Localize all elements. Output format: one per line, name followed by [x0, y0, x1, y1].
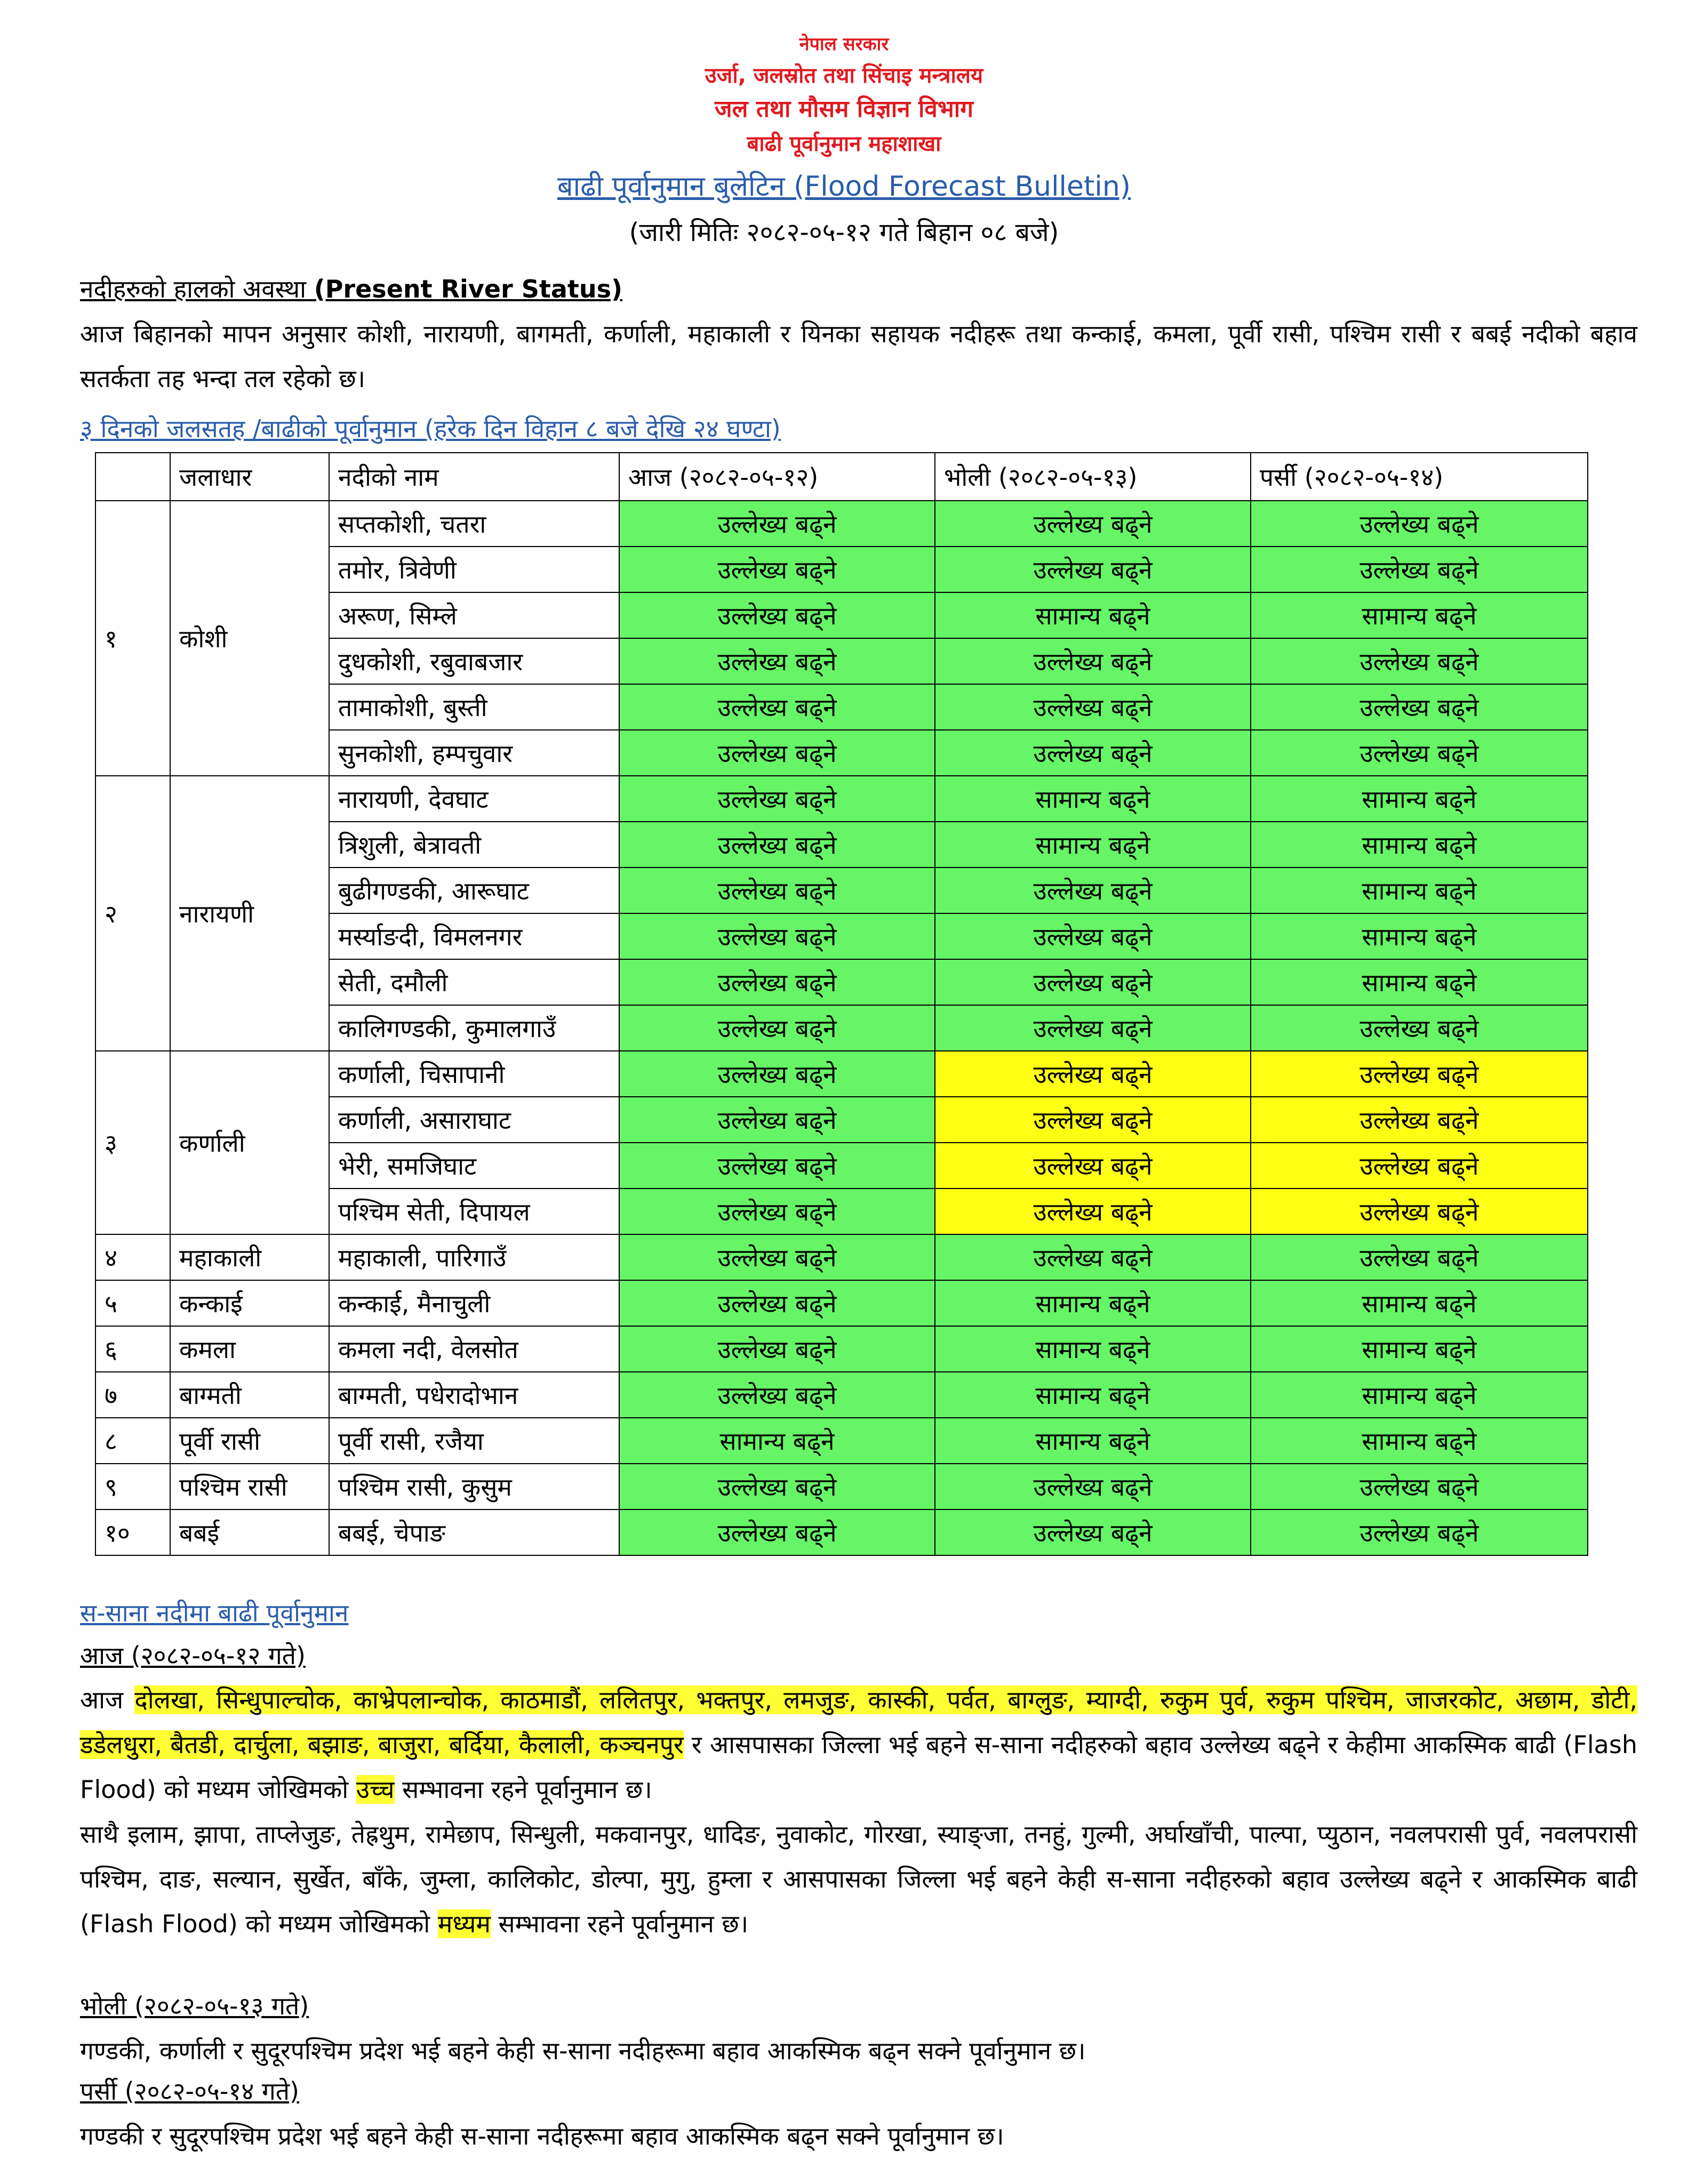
river-station: महाकाली, पारिगाउँ	[329, 1234, 619, 1280]
forecast-tomorrow: उल्लेख्य बढ्ने	[935, 1143, 1251, 1189]
river-station: कन्काई, मैनाचुली	[329, 1280, 619, 1326]
forecast-dayafter: सामान्य बढ्ने	[1251, 1418, 1588, 1464]
table-row	[95, 1326, 1588, 1372]
basin-number: २	[95, 776, 170, 1051]
river-station: नारायणी, देवघाट	[329, 776, 619, 822]
river-station: भेरी, समजिघाट	[329, 1143, 619, 1189]
dayafter-heading: पर्सी (२०८२-०५-१४ गते)	[80, 2077, 299, 2106]
forecast-today: उल्लेख्य बढ्ने	[619, 1234, 935, 1280]
table-row	[95, 1280, 1588, 1326]
forecast-tomorrow: सामान्य बढ्ने	[935, 1280, 1251, 1326]
river-station: कालिगण्डकी, कुमालगाउँ	[329, 1005, 619, 1051]
forecast-dayafter: सामान्य बढ्ने	[1251, 592, 1588, 638]
forecast-table-heading: ३ दिनको जलसतह /बाढीको पूर्वानुमान (हरेक दिन विहान ८ बजे देखि २४ घण्टा)	[80, 414, 781, 443]
forecast-dayafter: सामान्य बढ्ने	[1251, 1280, 1588, 1326]
ministry-name: उर्जा, जलस्रोत तथा सिंचाइ मन्त्रालय	[705, 63, 983, 88]
forecast-tomorrow: सामान्य बढ्ने	[935, 1372, 1251, 1418]
river-station: बाग्मती, पधेरादोभान	[329, 1372, 619, 1418]
forecast-tomorrow: उल्लेख्य बढ्ने	[935, 1051, 1251, 1097]
forecast-tomorrow: सामान्य बढ्ने	[935, 822, 1251, 868]
table-row	[95, 776, 1588, 822]
basin-name: पूर्वी रासी	[170, 1418, 329, 1464]
river-station: मर्स्याङदी, विमलनगर	[329, 913, 619, 959]
basin-number: ९	[95, 1464, 170, 1509]
forecast-tomorrow: उल्लेख्य बढ्ने	[935, 1509, 1251, 1555]
forecast-dayafter: उल्लेख्य बढ्ने	[1251, 1097, 1588, 1143]
forecast-dayafter: सामान्य बढ्ने	[1251, 822, 1588, 868]
river-station: त्रिशुली, बेत्रावती	[329, 822, 619, 868]
basin-number: ३	[95, 1051, 170, 1234]
forecast-today: उल्लेख्य बढ्ने	[619, 1143, 935, 1189]
forecast-today: उल्लेख्य बढ्ने	[619, 1005, 935, 1051]
forecast-today: उल्लेख्य बढ्ने	[619, 959, 935, 1005]
forecast-tomorrow: उल्लेख्य बढ्ने	[935, 1097, 1251, 1143]
basin-name: पश्चिम रासी	[170, 1464, 329, 1509]
forecast-dayafter: सामान्य बढ्ने	[1251, 868, 1588, 913]
forecast-tomorrow: उल्लेख्य बढ्ने	[935, 1189, 1251, 1234]
forecast-tomorrow: सामान्य बढ्ने	[935, 1418, 1251, 1464]
forecast-dayafter: उल्लेख्य बढ्ने	[1251, 1234, 1588, 1280]
river-station: अरूण, सिम्ले	[329, 592, 619, 638]
table-row	[95, 1234, 1588, 1280]
forecast-tomorrow: उल्लेख्य बढ्ने	[935, 959, 1251, 1005]
forecast-tomorrow: सामान्य बढ्ने	[935, 1326, 1251, 1372]
forecast-dayafter: उल्लेख्य बढ्ने	[1251, 638, 1588, 684]
forecast-today: उल्लेख्य बढ्ने	[619, 1326, 935, 1372]
col-header-no	[95, 453, 170, 501]
forecast-dayafter: उल्लेख्य बढ्ने	[1251, 730, 1588, 776]
river-station: बबई, चेपाङ	[329, 1509, 619, 1555]
forecast-dayafter: उल्लेख्य बढ्ने	[1251, 684, 1588, 730]
forecast-dayafter: उल्लेख्य बढ्ने	[1251, 1464, 1588, 1509]
river-station: बुढीगण्डकी, आरूघाट	[329, 868, 619, 913]
forecast-tomorrow: उल्लेख्य बढ्ने	[935, 1234, 1251, 1280]
forecast-tomorrow: उल्लेख्य बढ्ने	[935, 730, 1251, 776]
tomorrow-heading: भोली (२०८२-०५-१३ गते)	[80, 1992, 309, 2020]
forecast-dayafter: उल्लेख्य बढ्ने	[1251, 1143, 1588, 1189]
forecast-today: उल्लेख्य बढ्ने	[619, 1372, 935, 1418]
forecast-dayafter: उल्लेख्य बढ्ने	[1251, 1051, 1588, 1097]
forecast-tomorrow: उल्लेख्य बढ्ने	[935, 501, 1251, 547]
basin-number: ४	[95, 1234, 170, 1280]
present-status-text: आज बिहानको मापन अनुसार कोशी, नारायणी, बागमती, कर्णाली, महाकाली र यिनका सहायक नदीहरू तथा कन्काई, कमला, पूर्वी रासी, पश्चिम रासी र बबई नदीको बहाव सतर्कता तह भन्दा तल रहेको छ।	[80, 319, 1637, 393]
basin-number: ५	[95, 1280, 170, 1326]
forecast-tomorrow: उल्लेख्य बढ्ने	[935, 547, 1251, 592]
col-header-dayafter: पर्सी (२०८२-०५-१४)	[1251, 453, 1588, 501]
river-station: तामाकोशी, बुस्ती	[329, 684, 619, 730]
basin-number: ६	[95, 1326, 170, 1372]
basin-name: बाग्मती	[170, 1372, 329, 1418]
col-header-river: नदीको नाम	[329, 453, 619, 501]
river-station: कमला नदी, वेलसोत	[329, 1326, 619, 1372]
also-risk-level: मध्यम	[437, 1909, 491, 1938]
also-text: साथै इलाम, झापा, ताप्लेजुङ, तेह्रथुम, रामेछाप, सिन्धुली, मकवानपुर, धादिङ, नुवाकोट, गोरखा, स्याङ्जा, तनहुं, गुल्मी, अर्घाखाँची, पाल्पा, प्युठान, नवलपरासी पुर्व, नवलपरासी पश्चिम, दाङ, सल्यान, सुर्खेत, बाँके, जुम्ला, कालिकोट, डोल्पा, मुगु, हुम्ला र आसपासका जिल्ला भई बहने केही स-साना नदीहरुको बहाव उल्लेख्य बढ्ने र आकस्मिक बाढी (Flash Flood) को मध्यम जोखिमको मध्यम सम्भावना रहने पूर्वानुमान छ।	[80, 1820, 1637, 1938]
forecast-dayafter: उल्लेख्य बढ्ने	[1251, 1189, 1588, 1234]
river-station: तमोर, त्रिवेणी	[329, 547, 619, 592]
forecast-today: उल्लेख्य बढ्ने	[619, 913, 935, 959]
forecast-today: उल्लेख्य बढ्ने	[619, 822, 935, 868]
river-station: सेती, दमौली	[329, 959, 619, 1005]
forecast-today: उल्लेख्य बढ्ने	[619, 547, 935, 592]
table-row	[95, 1051, 1588, 1097]
river-station: कर्णाली, चिसापानी	[329, 1051, 619, 1097]
forecast-tomorrow: सामान्य बढ्ने	[935, 776, 1251, 822]
forecast-tomorrow: सामान्य बढ्ने	[935, 592, 1251, 638]
basin-name: नारायणी	[170, 776, 329, 1051]
river-station: पश्चिम रासी, कुसुम	[329, 1464, 619, 1509]
col-header-today: आज (२०८२-०५-१२)	[619, 453, 935, 501]
basin-name: कर्णाली	[170, 1051, 329, 1234]
forecast-today: उल्लेख्य बढ्ने	[619, 776, 935, 822]
table-row	[95, 1464, 1588, 1509]
forecast-today: उल्लेख्य बढ्ने	[619, 1464, 935, 1509]
forecast-today: उल्लेख्य बढ्ने	[619, 1509, 935, 1555]
forecast-dayafter: सामान्य बढ्ने	[1251, 776, 1588, 822]
today-heading: आज (२०८२-०५-१२ गते)	[80, 1641, 306, 1670]
basin-number: १	[95, 501, 170, 776]
forecast-tomorrow: उल्लेख्य बढ्ने	[935, 684, 1251, 730]
forecast-today: उल्लेख्य बढ्ने	[619, 592, 935, 638]
dayafter-text: गण्डकी र सुदूरपश्चिम प्रदेश भई बहने केही स-साना नदीहरूमा बहाव आकस्मिक बढ्न सक्ने पूर्वानुमान छ।	[80, 2122, 1004, 2150]
river-station: पश्चिम सेती, दिपायल	[329, 1189, 619, 1234]
tomorrow-text: गण्डकी, कर्णाली र सुदूरपश्चिम प्रदेश भई बहने केही स-साना नदीहरूमा बहाव आकस्मिक बढ्न सक्ने पूर्वानुमान छ।	[80, 2036, 1086, 2065]
basin-name: कमला	[170, 1326, 329, 1372]
present-status-heading: नदीहरुको हालको अवस्था (Present River Status)	[80, 275, 623, 303]
table-row	[95, 501, 1588, 547]
forecast-dayafter: सामान्य बढ्ने	[1251, 913, 1588, 959]
basin-name: कोशी	[170, 501, 329, 776]
small-rivers-heading: स-साना नदीमा बाढी पूर्वानुमान	[80, 1599, 349, 1627]
table-row	[95, 1509, 1588, 1555]
basin-number: ८	[95, 1418, 170, 1464]
forecast-tomorrow: उल्लेख्य बढ्ने	[935, 638, 1251, 684]
govt-name: नेपाल सरकार	[799, 34, 889, 55]
basin-number: ७	[95, 1372, 170, 1418]
basin-name: कन्काई	[170, 1280, 329, 1326]
forecast-dayafter: सामान्य बढ्ने	[1251, 959, 1588, 1005]
forecast-dayafter: उल्लेख्य बढ्ने	[1251, 547, 1588, 592]
forecast-table	[95, 452, 1588, 1556]
river-station: सुनकोशी, हम्पचुवार	[329, 730, 619, 776]
today-text: आज दोलखा, सिन्धुपाल्चोक, काभ्रेपलान्चोक, काठमाडौं, ललितपुर, भक्तपुर, लमजुङ, कास्की, पर्वत, बाग्लुङ, म्याग्दी, रुकुम पुर्व, रुकुम पश्चिम, जाजरकोट, अछाम, डोटी, डडेलधुरा, बैतडी, दार्चुला, बझाङ, बाजुरा, बर्दिया, कैलाली, कञ्चनपुर र आसपासका जिल्ला भई बहने स-साना नदीहरुको बहाव उल्लेख्य बढ्ने र केहीमा आकस्मिक बाढी (Flash Flood) को मध्यम जोखिमको उच्च सम्भावना रहने पूर्वानुमान छ।	[80, 1685, 1637, 1804]
division-name: बाढी पूर्वानुमान महाशाखा	[747, 132, 941, 156]
forecast-tomorrow: उल्लेख्य बढ्ने	[935, 868, 1251, 913]
river-station: कर्णाली, असाराघाट	[329, 1097, 619, 1143]
forecast-today: उल्लेख्य बढ्ने	[619, 1097, 935, 1143]
forecast-today: उल्लेख्य बढ्ने	[619, 1051, 935, 1097]
river-station: पूर्वी रासी, रजैया	[329, 1418, 619, 1464]
forecast-tomorrow: उल्लेख्य बढ्ने	[935, 913, 1251, 959]
forecast-today: उल्लेख्य बढ्ने	[619, 1189, 935, 1234]
issue-date: (जारी मितिः २०८२-०५-१२ गते बिहान ०८ बजे)	[629, 218, 1059, 247]
today-districts: दोलखा, सिन्धुपाल्चोक, काभ्रेपलान्चोक, काठमाडौं, ललितपुर, भक्तपुर, लमजुङ, कास्की, पर्वत, बाग्लुङ, म्याग्दी, रुकुम पुर्व, रुकुम पश्चिम, जाजरकोट, अछाम, डोटी, डडेलधुरा, बैतडी, दार्चुला, बझाङ, बाजुरा, बर्दिया, कैलाली, कञ्चनपुर	[80, 1685, 1637, 1759]
forecast-today: उल्लेख्य बढ्ने	[619, 730, 935, 776]
forecast-today: उल्लेख्य बढ्ने	[619, 501, 935, 547]
forecast-tomorrow: उल्लेख्य बढ्ने	[935, 1005, 1251, 1051]
forecast-dayafter: उल्लेख्य बढ्ने	[1251, 1005, 1588, 1051]
forecast-dayafter: सामान्य बढ्ने	[1251, 1326, 1588, 1372]
forecast-dayafter: उल्लेख्य बढ्ने	[1251, 501, 1588, 547]
table-row	[95, 1372, 1588, 1418]
bulletin-title: बाढी पूर्वानुमान बुलेटिन (Flood Forecast Bulletin)	[557, 171, 1131, 203]
basin-number: १०	[95, 1509, 170, 1555]
col-header-tomorrow: भोली (२०८२-०५-१३)	[935, 453, 1251, 501]
forecast-today: उल्लेख्य बढ्ने	[619, 638, 935, 684]
col-header-basin: जलाधार	[170, 453, 329, 501]
river-station: दुधकोशी, रबुवाबजार	[329, 638, 619, 684]
forecast-today: उल्लेख्य बढ्ने	[619, 868, 935, 913]
river-station: सप्तकोशी, चतरा	[329, 501, 619, 547]
table-header-row	[95, 453, 1588, 501]
forecast-today: उल्लेख्य बढ्ने	[619, 1280, 935, 1326]
today-risk-level: उच्च	[356, 1775, 395, 1804]
forecast-tomorrow: उल्लेख्य बढ्ने	[935, 1464, 1251, 1509]
department-name: जल तथा मौसम विज्ञान विभाग	[715, 95, 973, 123]
basin-name: महाकाली	[170, 1234, 329, 1280]
forecast-today: सामान्य बढ्ने	[619, 1418, 935, 1464]
forecast-today: उल्लेख्य बढ्ने	[619, 684, 935, 730]
table-row	[95, 1418, 1588, 1464]
forecast-dayafter: सामान्य बढ्ने	[1251, 1372, 1588, 1418]
basin-name: बबई	[170, 1509, 329, 1555]
forecast-dayafter: उल्लेख्य बढ्ने	[1251, 1509, 1588, 1555]
